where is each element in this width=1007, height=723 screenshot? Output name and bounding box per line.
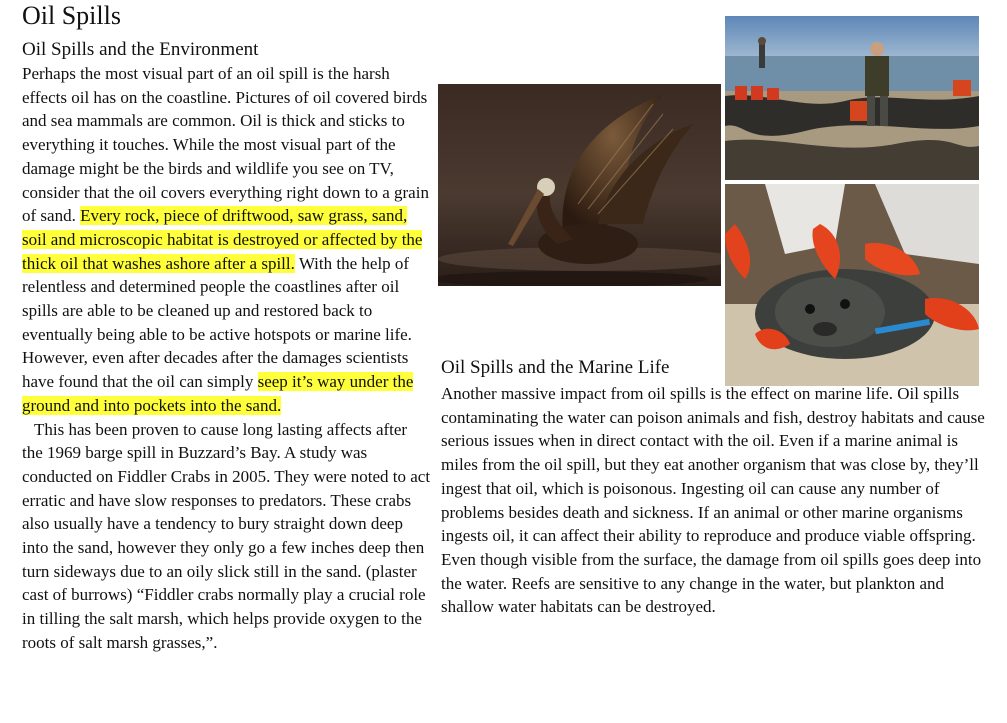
beach-cleanup-photo bbox=[725, 16, 979, 180]
section-heading-marine-life: Oil Spills and the Marine Life bbox=[441, 357, 670, 378]
environment-paragraph-1 bbox=[22, 62, 432, 418]
marine-life-paragraph-2: Even though visible from the surface, the damage from oil spills goes deep into the water. Reefs are sensitive to any change in the water, but plankton and shallow water habitats can be destroyed. bbox=[441, 549, 982, 617]
page-title: Oil Spills bbox=[22, 1, 121, 30]
section-heading-environment: Oil Spills and the Environment bbox=[22, 39, 259, 60]
environment-paragraph-2 bbox=[22, 418, 432, 655]
text-run: This has been proven to cause long lasting affects after the 1969 barge spill in Buzzard’s Bay. A study was conducted on Fiddler Crabs in 2005. They were noted to act erratic and have slow responses to predators. These crabs also usually have a tendency to bury straight down deep into the sand, however they only go a few inches deep then turn sideways due to an oily slick still in the sand. (plaster cast of burrows) “Fiddler crabs normally play a crucial role in tilling the salt marsh, which helps provide oxygen to the roots of salt marsh grasses,”. bbox=[22, 419, 431, 652]
text-run: Perhaps the most visual part of an oil spill is the harsh effects oil has on the coastline. Pictures of oil covered birds and sea mammals are common. Oil is thick and sticks to everything it touches. While the most visual part of the damage might be the birds and wildlife you see on TV, consider that the oil covers everything right down to a grain of sand. bbox=[22, 64, 429, 226]
oiled-pelican-photo bbox=[438, 84, 721, 286]
text-run: With the help of relentless and determined people the coastlines after oil spills are able to be cleaned up and restored back to eventually being able to be active hotspots or marine life. However, even after decades after the damages scientists have found that the oil can simply bbox=[22, 253, 412, 392]
left-column bbox=[22, 38, 432, 655]
right-column bbox=[441, 354, 986, 619]
marine-life-paragraph-1: Another massive impact from oil spills is the effect on marine life. Oil spills contaminating the water can poison animals and fish, destroy habitats and cause serious issues when in direct contact with the oil. Even if a marine animal is miles from the oil spill, but they eat another organism that was close by, they’ll ingest that oil, which is poisonous. Ingesting oil can cause any number of problems besides death and sickness. If an animal or other marine organisms ingests oil, it can affect their ability to reproduce and produce viable offspring. bbox=[441, 384, 985, 546]
highlighted-text-seep: seep it’s way under the ground and into pockets into the sand. bbox=[22, 372, 414, 415]
highlighted-text-habitat: Every rock, piece of driftwood, saw grass, sand, soil and microscopic habitat is destroyed or affected by the thick oil that washes ashore after a spill. bbox=[22, 206, 423, 273]
